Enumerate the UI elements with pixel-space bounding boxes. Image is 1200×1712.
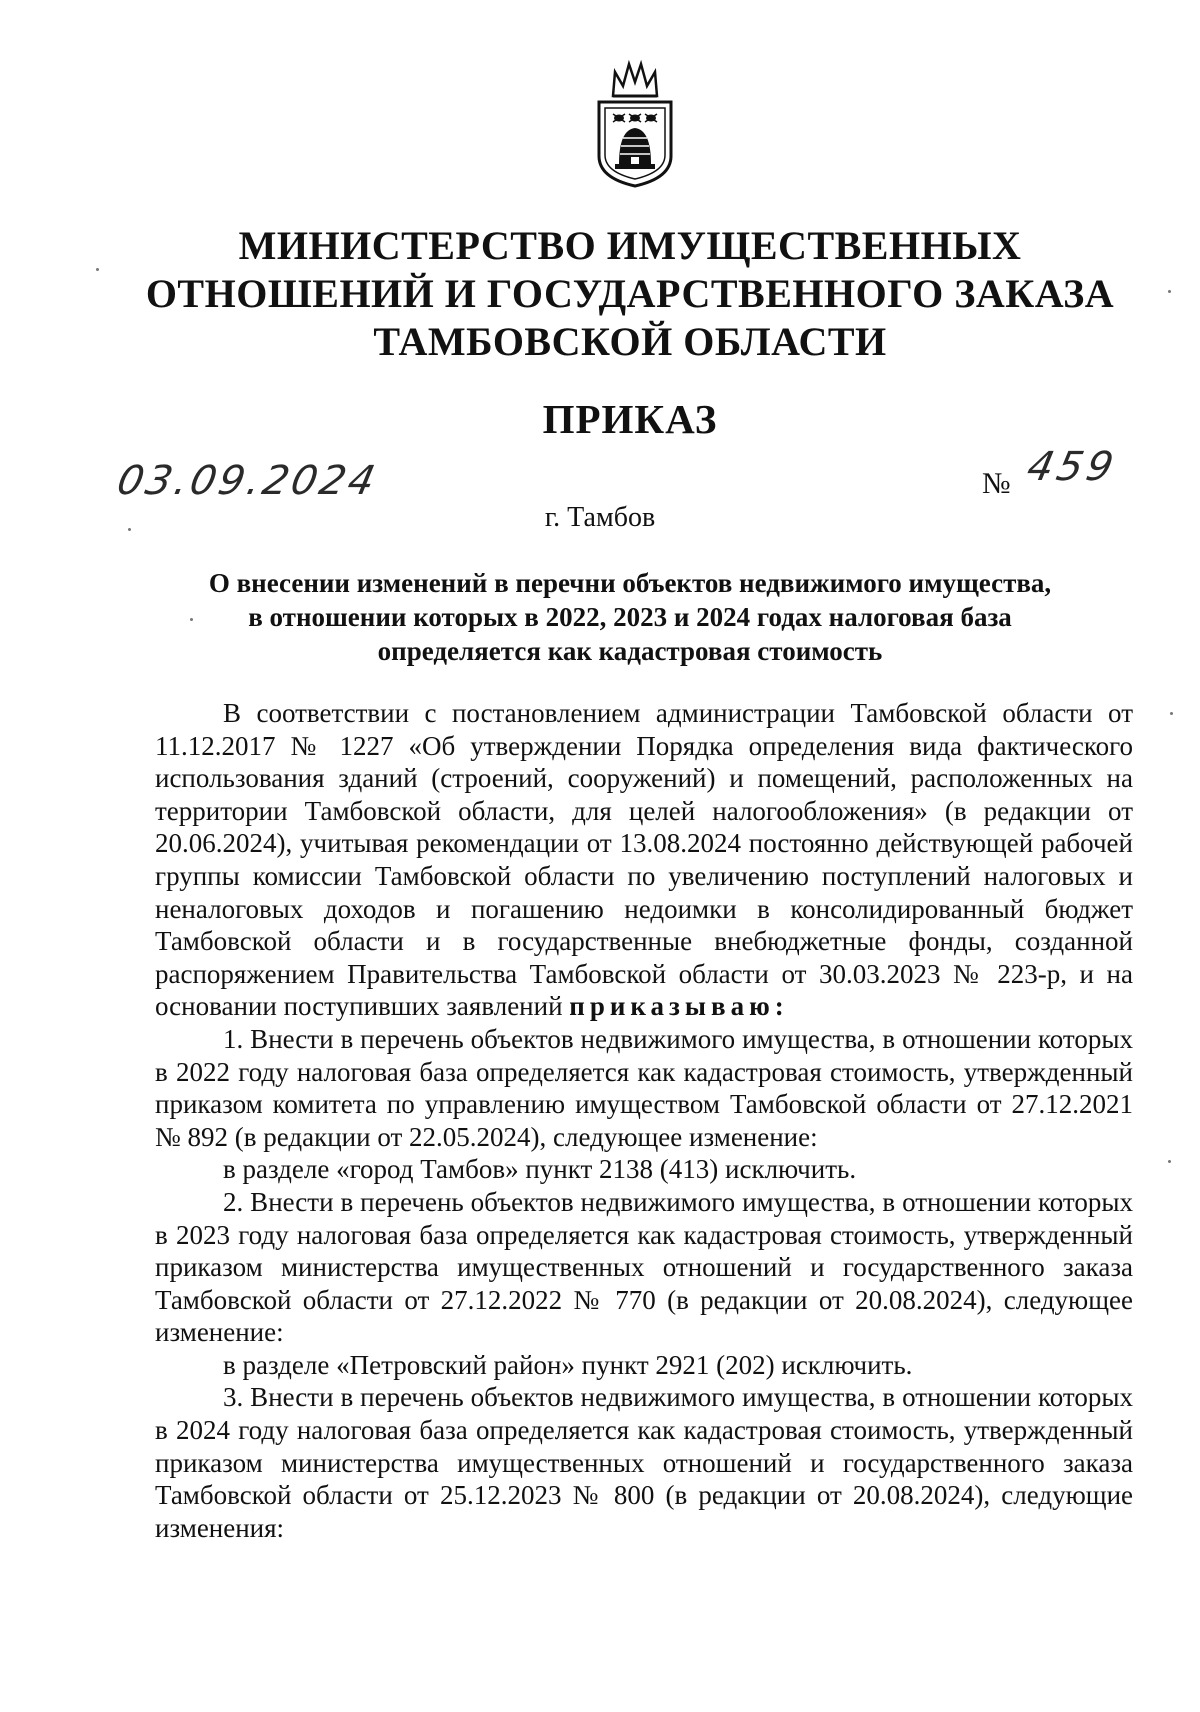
handwritten-date: 03.09.2024 — [113, 458, 382, 504]
order-word: приказываю: — [569, 991, 789, 1022]
ministry-name-line: ОТНОШЕНИЙ И ГОСУДАРСТВЕННОГО ЗАКАЗА — [145, 271, 1115, 316]
subject-line: О внесении изменений в перечни объектов недвижимого имущества, — [208, 568, 1052, 598]
ministry-name-line: МИНИСТЕРСТВО ИМУЩЕСТВЕННЫХ — [238, 223, 1022, 268]
item-sub-paragraph: в разделе «Петровский район» пункт 2921 (202) исключить. — [223, 1349, 913, 1380]
tambov-coat-of-arms-icon — [585, 58, 685, 190]
handwritten-number: 459 — [1023, 444, 1122, 490]
item-paragraph: 2. Внести в перечень объектов недвижимого имущества, в отношении которых в 2023 году налоговая база определяется как кадастровая стоимость, утвержденный приказом министерства имущественных отношений и государственного заказа Тамбовской области от 27.12.2022 № 770 (в редакции от 20.08.2024), следующее изменение: — [155, 1186, 1133, 1348]
subject-line: в отношении которых в 2022, 2023 и 2024 годах налоговая база — [248, 602, 1012, 632]
preamble-text: В соответствии с постановлением администрации Тамбовской области от 11.12.2017 № 1227 «Об утверждении Порядка определения вида фактического использования зданий (строений, сооружений) и помещений, расположенных на территории Тамбовской области, для целей налогообложения» (в редакции от 20.06.2024), учитывая рекомендации от 13.08.2024 постоянно действующей рабочей группы комиссии Тамбовской области по увеличению поступлений налоговых и неналоговых доходов и погашению недоимки в консолидированный бюджет Тамбовской области и в государственные внебюджетные фонды, созданной распоряжением Правительства Тамбовской области от 30.03.2023 № 223-р, и на основании поступивших заявлений — [155, 698, 1133, 1022]
order-body — [155, 697, 1133, 1544]
ministry-name-line: ТАМБОВСКОЙ ОБЛАСТИ — [373, 319, 887, 364]
item-sub-paragraph: в разделе «город Тамбов» пункт 2138 (413) исключить. — [223, 1154, 857, 1185]
number-sign: № — [982, 467, 1011, 500]
city-label: г. Тамбов — [544, 502, 656, 533]
item-paragraph: 1. Внести в перечень объектов недвижимого имущества, в отношении которых в 2022 году налоговая база определяется как кадастровая стоимость, утвержденный приказом комитета по управлению имуществом Тамбовской области от 27.12.2021 № 892 (в редакции от 22.05.2024), следующее изменение: — [155, 1023, 1133, 1152]
preamble-paragraph — [155, 697, 1133, 1023]
subject-line: определяется как кадастровая стоимость — [377, 636, 883, 666]
item-paragraph: 3. Внести в перечень объектов недвижимого имущества, в отношении которых в 2024 году налоговая база определяется как кадастровая стоимость, утвержденный приказом министерства имущественных отношений и государственного заказа Тамбовской области от 25.12.2023 № 800 (в редакции от 20.08.2024), следующие изменения: — [155, 1382, 1133, 1543]
order-subject — [170, 566, 1090, 668]
ministry-name — [140, 222, 1120, 366]
document-type: ПРИКАЗ — [542, 396, 718, 442]
